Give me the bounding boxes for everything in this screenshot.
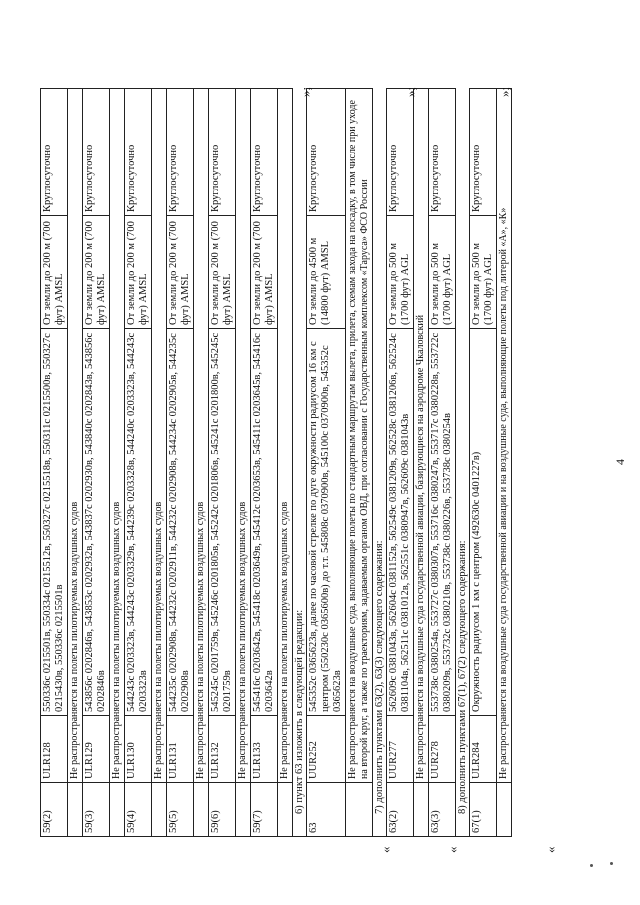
zone-altitude: От земли до 500 м (1700 фут) AGL xyxy=(387,216,414,329)
row-id: 59(6) xyxy=(209,783,236,837)
zone-note: Не распространяется на полеты пилотируемых воздушных судов xyxy=(152,89,167,783)
zone-note: Не распространяется на полеты пилотируемых воздушных судов xyxy=(278,89,293,783)
open-quote-mark: « xyxy=(543,846,558,853)
zone-note: Не распространяется на полеты пилотируемых воздушных судов xyxy=(236,89,251,783)
table-row xyxy=(167,89,194,837)
zone-altitude: От земли до 200 м (700 фут) AMSL xyxy=(41,216,68,329)
zone-coordinates: 544235с 0202908в, 544232с 0202911в, 544232с 0202908в, 544234с 0202905в, 544235с 0202908в xyxy=(167,329,194,716)
zone-coordinates: 550336с 0215501в, 550334с 0215512в, 550327с 0215518в, 550311с 0215500в, 550327с 0215430в, 550336с 0215501в xyxy=(41,329,68,716)
zone-coordinates: 543856с 0202846в, 543853с 0202932в, 543837с 0202930в, 543840с 0202843в, 543856с 0202846в xyxy=(83,329,110,716)
zone-altitude: От земли до 500 м (1700 фут) AGL xyxy=(429,216,456,329)
closing-quote-mark: »; xyxy=(298,86,313,97)
open-quote-mark: « xyxy=(445,846,460,853)
zone-coordinates: 553738с 0380254в, 553727с 0380307в, 553716с 0380247в, 553717с 0380228в, 553722с 0380209в, 553732с 0380210в, 553738с 0380226в, 553738с 0380254в xyxy=(429,329,456,716)
table-row xyxy=(125,89,152,837)
table-row xyxy=(209,89,236,837)
table-row xyxy=(387,89,414,837)
zone-schedule: Круглосуточно xyxy=(209,89,236,216)
zone-schedule: Круглосуточно xyxy=(251,89,278,216)
table-row xyxy=(251,89,278,837)
table-row xyxy=(429,89,456,837)
row-id: 67(1) xyxy=(470,783,497,837)
zone-altitude: От земли до 200 м (700 фут) AMSL xyxy=(167,216,194,329)
heading-item-8: 8) дополнить пунктами 67(1), 67(2) следующего содержания: xyxy=(456,102,469,837)
row-id: 63(3) xyxy=(429,783,456,837)
zone-altitude: От земли до 200 м (700 фут) AMSL xyxy=(251,216,278,329)
row-id: 63 xyxy=(307,783,346,837)
zone-note: Не распространяется на полеты пилотируемых воздушных судов xyxy=(68,89,83,783)
row-id: 59(7) xyxy=(251,783,278,837)
zone-schedule: Круглосуточно xyxy=(41,89,68,216)
open-quote-mark: « xyxy=(378,846,393,853)
zone-code: UUR252 xyxy=(307,716,346,783)
zone-altitude: От земли до 500 м (1700 фут) AGL xyxy=(470,216,497,329)
zone-coordinates: 545245с 0201759в, 545246с 0201805в, 545242с 0201806в, 545241с 0201800в, 545245с 0201759в xyxy=(209,329,236,716)
zone-code: UUR277 xyxy=(387,716,414,783)
table-row-note xyxy=(278,89,293,837)
heading-item-6: 6) пункт 63 изложить в следующей редакции: xyxy=(293,102,306,837)
table-row-note xyxy=(346,89,373,837)
zone-code: ULR130 xyxy=(125,716,152,783)
row-id: 59(5) xyxy=(167,783,194,837)
table-row xyxy=(470,89,497,837)
row-id: 59(2) xyxy=(41,783,68,837)
zone-note: Не распространяется на воздушные суда государственной авиации, базирующиеся на аэродроме Чкаловский xyxy=(414,89,429,783)
zone-schedule: Круглосуточно xyxy=(167,89,194,216)
zone-code: ULR129 xyxy=(83,716,110,783)
zone-altitude: От земли до 200 м (700 фут) AMSL xyxy=(83,216,110,329)
zone-code: ULR131 xyxy=(167,716,194,783)
airspace-table-63 xyxy=(306,88,373,837)
zone-note: Не распространяется на полеты пилотируемых воздушных судов xyxy=(110,89,125,783)
table-row-note xyxy=(152,89,167,837)
airspace-table xyxy=(40,88,293,837)
zone-coordinates: 545416с 0203642в, 545418с 0203649в, 545412с 0203653в, 545411с 0203645в, 545416с 0203642в xyxy=(251,329,278,716)
zone-altitude: От земли до 4500 м (14800 фут) AMSL xyxy=(307,216,346,329)
zone-schedule: Круглосуточно xyxy=(470,89,497,216)
table-body-59 xyxy=(41,89,293,837)
zone-coordinates: 562609с 0381043в, 562604с 0381152в, 562549с 0381209в, 562528с 0381206в, 562524с 0381104в, 562511с 0381012в, 562551с 0380947в, 562609с 0381043в xyxy=(387,329,414,716)
table-row xyxy=(41,89,68,837)
zone-altitude: От земли до 200 м (700 фут) AMSL xyxy=(209,216,236,329)
zone-code: ULR284 xyxy=(470,716,497,783)
table-row-note xyxy=(68,89,83,837)
zone-note: Не распространяется на воздушные суда государственной авиации и на воздушные суда, выполняющие полеты под литерой «А», «К» xyxy=(497,89,512,783)
scan-speck xyxy=(610,862,613,865)
row-id: 59(4) xyxy=(125,783,152,837)
row-id: 63(2) xyxy=(387,783,414,837)
airspace-table-63-ext xyxy=(386,88,456,837)
zone-coordinates: 544243с 0203323в, 544243с 0203329в, 544239с 0203328в, 544240с 0203323в, 544243с 0203323в xyxy=(125,329,152,716)
zone-schedule: Круглосуточно xyxy=(387,89,414,216)
table-row-note xyxy=(110,89,125,837)
closing-quote-mark: »; xyxy=(403,86,418,97)
zone-coordinates: Окружность радиусом 1 км с центром (492630с 0401227в) xyxy=(470,329,497,716)
heading-item-7: 7) дополнить пунктами 63(2), 63(3) следующего содержания: xyxy=(373,102,386,837)
zone-note: Не распространяется на воздушные суда, выполняющие полеты по стандартным маршрутам вылета, прилета, схемам захода на посадку, в том числе при уходе на второй круг, а также по траекториям, задаваемым органом ОВД, при согласовании с Государственным комплексом «Таруса» ФСО России xyxy=(346,89,373,783)
zone-schedule: Круглосуточно xyxy=(429,89,456,216)
row-id: 59(3) xyxy=(83,783,110,837)
zone-altitude: От земли до 200 м (700 фут) AMSL xyxy=(125,216,152,329)
zone-coordinates: 545352с 0365623в, далее по часовой стрелке по дуге окружности радиусом 16 км с центром (550230с 0365600в) до т.т. 545808с 0370900в, 545100с 0370900в, 545352с 0365623в xyxy=(307,329,346,716)
zone-schedule: Круглосуточно xyxy=(83,89,110,216)
table-row-note xyxy=(236,89,251,837)
page-number: 4 xyxy=(613,459,627,465)
zone-schedule: Круглосуточно xyxy=(125,89,152,216)
table-row-note xyxy=(414,89,429,837)
zone-schedule: Круглосуточно xyxy=(307,89,346,216)
airspace-table-67 xyxy=(469,88,512,837)
table-row xyxy=(307,89,346,837)
regulation-table-wrap xyxy=(40,102,512,837)
table-body-7 xyxy=(387,86,456,837)
zone-code: ULR132 xyxy=(209,716,236,783)
zone-code: UUR278 xyxy=(429,716,456,783)
table-row-note xyxy=(194,89,209,837)
closing-quote-mark: »; xyxy=(497,86,512,97)
zone-note: Не распространяется на полеты пилотируемых воздушных судов xyxy=(194,89,209,783)
table-row xyxy=(83,89,110,837)
zone-code: ULR128 xyxy=(41,716,68,783)
table-row-note xyxy=(497,89,512,837)
scan-speck xyxy=(590,864,593,867)
zone-code: ULR133 xyxy=(251,716,278,783)
